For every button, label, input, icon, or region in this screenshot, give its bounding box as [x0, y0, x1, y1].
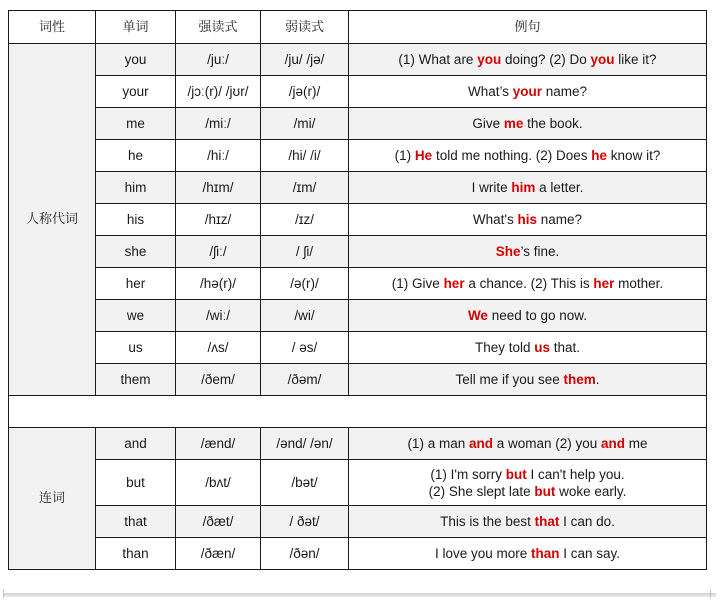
- sentence-text: Give: [472, 116, 504, 131]
- table-row: [9, 364, 707, 396]
- strong-form-cell: /wiː/: [176, 300, 261, 332]
- page-bottom-edge: [4, 593, 716, 597]
- sentence-text: I write: [471, 180, 512, 195]
- sentence-text: a letter.: [535, 180, 584, 195]
- weak-form-cell: /ðən/: [261, 538, 349, 570]
- highlighted-word: than: [531, 546, 560, 561]
- strong-form-cell: /hɪm/: [176, 172, 261, 204]
- weak-form-cell: /ə(r)/: [261, 268, 349, 300]
- word-cell: us: [96, 332, 176, 364]
- example-cell: [349, 76, 707, 108]
- weak-form-cell: / ʃi/: [261, 236, 349, 268]
- example-sentence: [353, 545, 702, 562]
- spacer-row: [9, 396, 707, 428]
- table-row: [9, 428, 707, 460]
- sentence-text: name?: [537, 212, 583, 227]
- example-cell: [349, 172, 707, 204]
- example-sentence: [353, 51, 702, 68]
- highlighted-word: him: [511, 180, 536, 195]
- spacer-cell: [9, 396, 707, 428]
- table-row: [9, 538, 707, 570]
- table-row: [9, 506, 707, 538]
- example-sentence: [353, 83, 702, 100]
- weak-form-cell: /ənd/ /ən/: [261, 428, 349, 460]
- table-row: [9, 268, 707, 300]
- weak-form-cell: /hi/ /i/: [261, 140, 349, 172]
- example-sentence: [353, 179, 702, 196]
- word-cell: he: [96, 140, 176, 172]
- weak-form-cell: /ju/ /jə/: [261, 44, 349, 76]
- strong-form-cell: /hiː/: [176, 140, 261, 172]
- example-sentence: [353, 211, 702, 228]
- sentence-text: woke early.: [555, 483, 627, 499]
- strong-form-cell: /ʃiː/: [176, 236, 261, 268]
- example-sentence: [353, 115, 702, 132]
- header-example: 例句: [349, 11, 707, 44]
- sentence-text: They told: [474, 340, 535, 355]
- table-row: [9, 300, 707, 332]
- word-cell: him: [96, 172, 176, 204]
- strong-form-cell: /juː/: [176, 44, 261, 76]
- sentence-text: I love you more: [434, 546, 531, 561]
- word-cell: you: [96, 44, 176, 76]
- highlighted-word: your: [512, 84, 542, 99]
- sentence-text: (1) Give: [391, 276, 444, 291]
- highlighted-word: us: [534, 340, 550, 355]
- example-cell: [349, 268, 707, 300]
- page-corner-mark-left: [3, 590, 8, 598]
- sentence-text: name?: [542, 84, 588, 99]
- strong-form-cell: /hə(r)/: [176, 268, 261, 300]
- sentence-text: (1) What are: [398, 52, 478, 67]
- table-row: [9, 204, 707, 236]
- weak-form-table: [8, 10, 707, 570]
- table-row: [9, 108, 707, 140]
- sentence-text: Tell me if you see: [455, 372, 564, 387]
- example-sentence: [353, 483, 702, 500]
- highlighted-word: He: [414, 148, 433, 163]
- highlighted-word: her: [443, 276, 465, 291]
- highlighted-word: and: [601, 436, 626, 451]
- example-sentence: [353, 466, 702, 483]
- sentence-text: a woman (2) you: [492, 436, 602, 451]
- sentence-text: What's: [472, 212, 518, 227]
- table-row: [9, 44, 707, 76]
- highlighted-word: you: [590, 52, 615, 67]
- example-sentence: [353, 339, 702, 356]
- sentence-text: (1) I'm sorry: [430, 466, 506, 482]
- highlighted-word: and: [468, 436, 493, 451]
- example-cell: [349, 538, 707, 570]
- table-row: [9, 236, 707, 268]
- page-corner-mark-right: [710, 590, 715, 598]
- highlighted-word: but: [534, 483, 556, 499]
- highlighted-word: me: [503, 116, 524, 131]
- strong-form-cell: /ænd/: [176, 428, 261, 460]
- example-cell: [349, 364, 707, 396]
- sentence-text: like it?: [614, 52, 657, 67]
- sentence-text: need to go now.: [487, 308, 588, 323]
- highlighted-word: them: [563, 372, 596, 387]
- sentence-text: doing? (2) Do: [501, 52, 591, 67]
- word-cell: me: [96, 108, 176, 140]
- example-cell: [349, 300, 707, 332]
- word-cell: that: [96, 506, 176, 538]
- word-cell: but: [96, 460, 176, 506]
- word-cell: we: [96, 300, 176, 332]
- weak-form-cell: /jə(r)/: [261, 76, 349, 108]
- part-of-speech-cell: 人称代词: [9, 44, 96, 396]
- weak-form-cell: / əs/: [261, 332, 349, 364]
- word-cell: she: [96, 236, 176, 268]
- sentence-text: I can do.: [559, 514, 615, 529]
- highlighted-word: that: [534, 514, 560, 529]
- word-cell: and: [96, 428, 176, 460]
- table-row: [9, 332, 707, 364]
- header-row: [9, 11, 707, 44]
- example-cell: [349, 428, 707, 460]
- weak-form-cell: /ðəm/: [261, 364, 349, 396]
- sentence-text: (1) a man: [407, 436, 469, 451]
- example-cell: [349, 204, 707, 236]
- header-strong-form: 强读式: [176, 11, 261, 44]
- table-row: [9, 172, 707, 204]
- example-cell: [349, 236, 707, 268]
- example-sentence: [353, 513, 702, 530]
- sentence-text: a chance. (2) This is: [464, 276, 594, 291]
- header-word: 单词: [96, 11, 176, 44]
- word-cell: his: [96, 204, 176, 236]
- highlighted-word: he: [591, 148, 608, 163]
- example-cell: [349, 460, 707, 506]
- strong-form-cell: /miː/: [176, 108, 261, 140]
- sentence-text: mother.: [614, 276, 664, 291]
- word-cell: them: [96, 364, 176, 396]
- strong-form-cell: /ʌs/: [176, 332, 261, 364]
- sentence-text: that.: [550, 340, 581, 355]
- weak-form-cell: /ɪm/: [261, 172, 349, 204]
- example-sentence: [353, 275, 702, 292]
- example-sentence: [353, 243, 702, 260]
- sentence-text: .: [595, 372, 600, 387]
- strong-form-cell: /bʌt/: [176, 460, 261, 506]
- table-row: [9, 460, 707, 506]
- highlighted-word: but: [505, 466, 527, 482]
- strong-form-cell: /ðæt/: [176, 506, 261, 538]
- example-sentence: [353, 435, 702, 452]
- sentence-text: told me nothing. (2) Does: [432, 148, 592, 163]
- highlighted-word: his: [517, 212, 538, 227]
- weak-form-cell: / ðət/: [261, 506, 349, 538]
- example-sentence: [353, 371, 702, 388]
- sentence-text: know it?: [607, 148, 661, 163]
- sentence-text: (2) She slept late: [428, 483, 535, 499]
- table-row: [9, 76, 707, 108]
- highlighted-word: her: [593, 276, 615, 291]
- strong-form-cell: /jɔː(r)/ /jʊr/: [176, 76, 261, 108]
- sentence-text: (1): [394, 148, 415, 163]
- example-cell: [349, 44, 707, 76]
- word-cell: her: [96, 268, 176, 300]
- highlighted-word: We: [467, 308, 488, 323]
- sentence-text: the book.: [523, 116, 583, 131]
- strong-form-cell: /hɪz/: [176, 204, 261, 236]
- weak-form-cell: /ɪz/: [261, 204, 349, 236]
- example-cell: [349, 140, 707, 172]
- example-sentence: [353, 147, 702, 164]
- example-cell: [349, 108, 707, 140]
- weak-form-cell: /wi/: [261, 300, 349, 332]
- sentence-text: I can say.: [559, 546, 621, 561]
- sentence-text: me: [625, 436, 648, 451]
- sentence-text: This is the best: [440, 514, 535, 529]
- example-cell: [349, 332, 707, 364]
- strong-form-cell: /ðæn/: [176, 538, 261, 570]
- sentence-text: ’s fine.: [520, 244, 560, 259]
- example-cell: [349, 506, 707, 538]
- sentence-text: I can't help you.: [526, 466, 625, 482]
- weak-form-cell: /mi/: [261, 108, 349, 140]
- highlighted-word: She: [495, 244, 521, 259]
- part-of-speech-cell: 连词: [9, 428, 96, 570]
- strong-form-cell: /ðem/: [176, 364, 261, 396]
- sentence-text: What’s: [467, 84, 513, 99]
- header-part-of-speech: 词性: [9, 11, 96, 44]
- example-sentence: [353, 307, 702, 324]
- weak-form-cell: /bət/: [261, 460, 349, 506]
- word-cell: your: [96, 76, 176, 108]
- table-row: [9, 140, 707, 172]
- highlighted-word: you: [477, 52, 502, 67]
- table-body: [9, 44, 707, 570]
- header-weak-form: 弱读式: [261, 11, 349, 44]
- word-cell: than: [96, 538, 176, 570]
